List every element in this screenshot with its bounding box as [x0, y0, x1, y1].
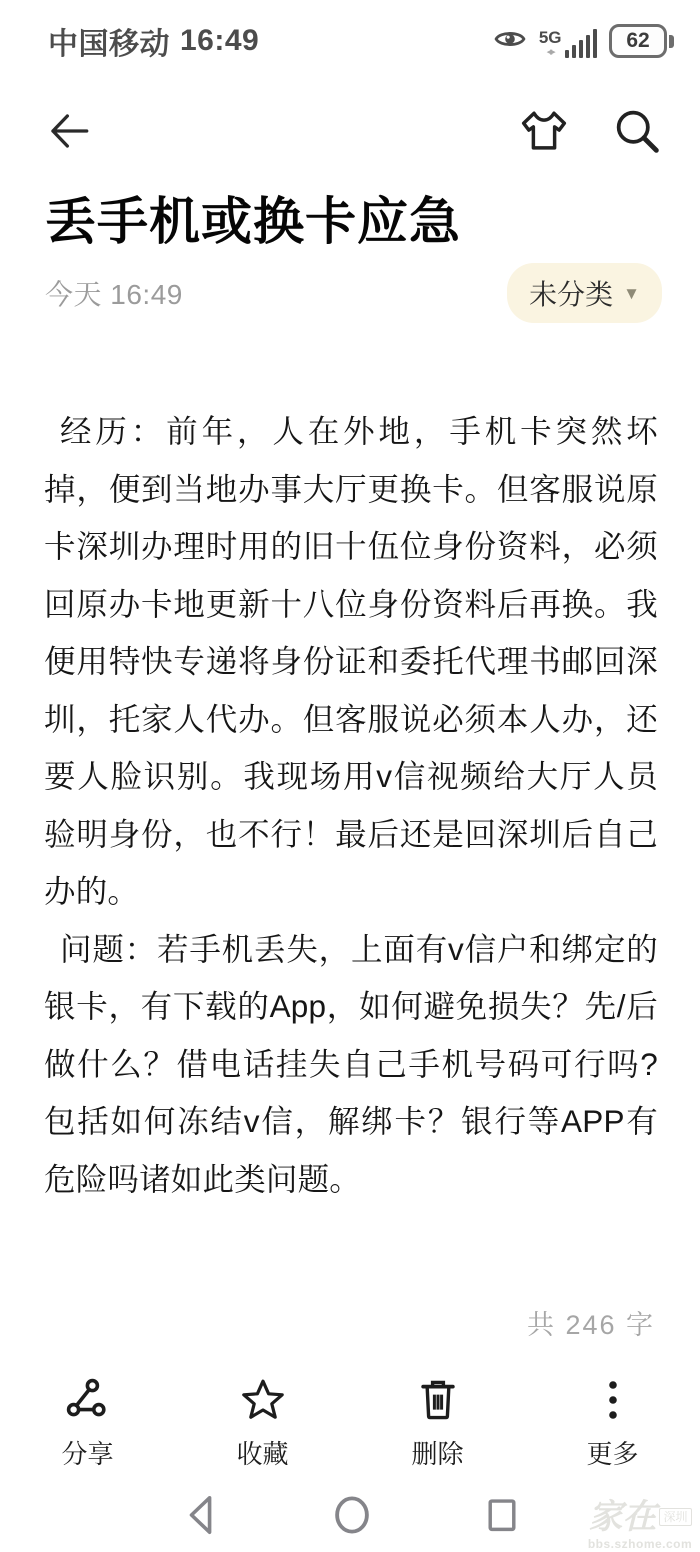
home-circle-icon	[331, 1528, 373, 1543]
word-count-label: 共 246 字	[526, 1310, 655, 1340]
category-badge[interactable]	[507, 263, 662, 323]
back-triangle-icon	[183, 1526, 223, 1541]
carrier-label: 中国移动	[48, 28, 170, 61]
status-time: 16:49	[180, 24, 260, 57]
system-back-button[interactable]	[183, 1492, 223, 1541]
status-indicators	[493, 22, 674, 61]
delete-button[interactable]	[350, 1368, 525, 1472]
battery-icon	[609, 24, 674, 58]
more-dots-icon	[589, 1376, 637, 1427]
note-meta-row	[45, 266, 662, 320]
favorite-button[interactable]	[175, 1368, 350, 1472]
note-title[interactable]: 丢手机或换卡应急	[45, 193, 462, 250]
watermark-url: bbs.szhome.com	[587, 1537, 693, 1551]
search-icon	[612, 106, 662, 159]
eye-icon	[493, 22, 527, 61]
search-button[interactable]	[612, 106, 662, 159]
system-home-button[interactable]	[331, 1490, 373, 1543]
battery-percent: 62	[626, 29, 650, 52]
trash-icon	[414, 1376, 462, 1427]
share-button[interactable]	[0, 1368, 175, 1472]
status-bar	[48, 18, 674, 64]
network-type-label: 5G	[538, 28, 562, 47]
tshirt-theme-icon	[518, 105, 570, 160]
share-icon	[64, 1376, 112, 1427]
delete-label: 删除	[411, 1439, 464, 1469]
note-body-text[interactable]	[44, 403, 658, 1208]
watermark-main: 家在	[588, 1498, 657, 1536]
chevron-down-icon: ▼	[623, 284, 640, 303]
data-arrows-icon: ◂▸	[546, 46, 554, 58]
star-icon	[239, 1376, 287, 1427]
recents-square-icon	[483, 1526, 521, 1541]
theme-skin-button[interactable]	[518, 105, 570, 160]
paragraph-question: 问题：若手机丢失，上面有v信户和绑定的银卡，有下载的App，如何避免损失？先/后做什么？借电话挂失自己手机号码可行吗?包括如何冻结v信，解绑卡？银行等APP有危险吗诸如此类问题。	[44, 930, 658, 1197]
category-label: 未分类	[529, 279, 614, 310]
paragraph-experience: 经历：前年，人在外地，手机卡突然坏掉，便到当地办事大厅更换卡。但客服说原卡深圳办理时用的旧十伍位身份资料，必须回原办卡地更新十八位身份资料后再换。我便用特快专递将身份证和委托代理书邮回深圳，托家人代办。但客服说必须本人办，还要人脸识别。我现场用v信视频给大厅人员验明身份，也不行！最后还是回深圳后自己办的。	[44, 413, 658, 909]
carrier-time	[48, 19, 259, 63]
watermark-tag: 深圳	[659, 1508, 691, 1526]
note-date: 今天 16:49	[45, 279, 183, 310]
back-button[interactable]	[44, 106, 94, 159]
note-header-bar	[44, 100, 662, 164]
favorite-label: 收藏	[236, 1439, 289, 1469]
signal-bars-icon	[539, 24, 597, 58]
system-recents-button[interactable]	[483, 1494, 521, 1541]
share-label: 分享	[61, 1439, 114, 1469]
more-button[interactable]	[525, 1368, 700, 1472]
more-label: 更多	[586, 1439, 639, 1469]
back-arrow-icon	[44, 106, 94, 159]
system-nav-bar	[0, 1486, 700, 1546]
bottom-toolbar	[0, 1368, 700, 1472]
